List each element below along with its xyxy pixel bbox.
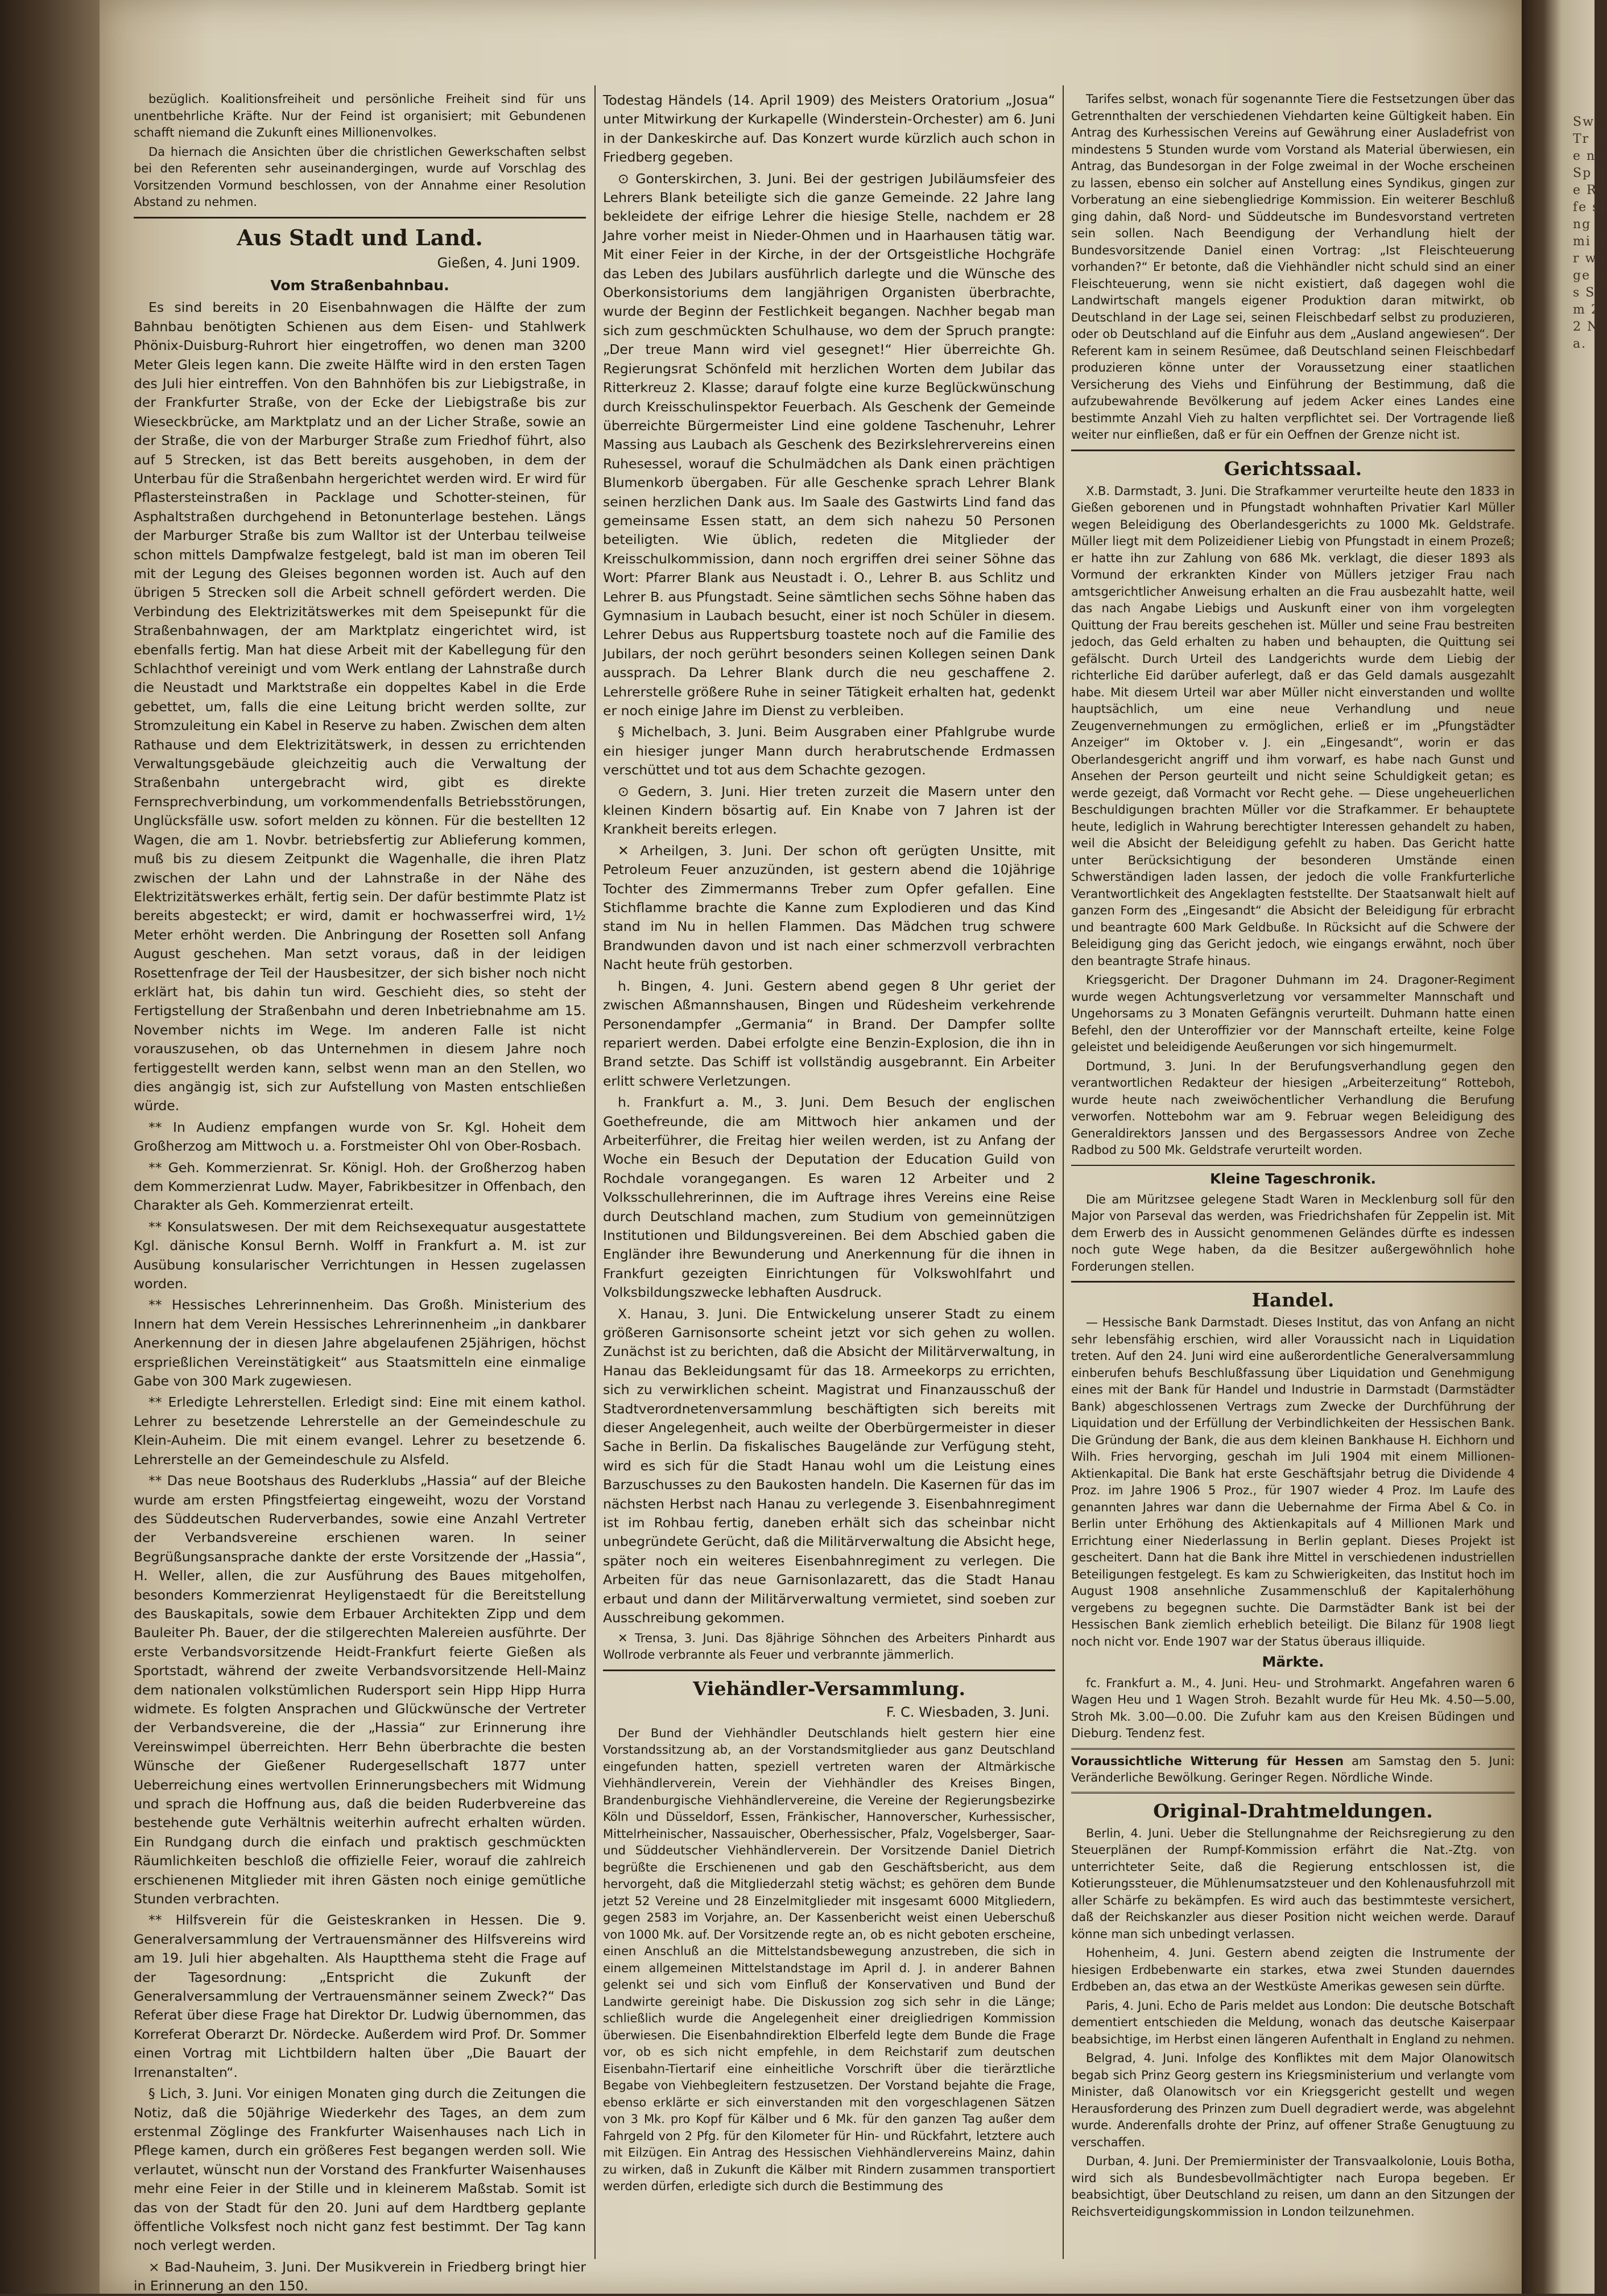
paragraph: ** Erledigte Lehrerstellen. Erledigt sind: Eine mit einem kathol. Lehrer zu besetzende Lehrerstelle an der Gemeindeschule zu Klein-Auheim. Die mit einem evangel. Lehrer zu besetzende 6. Lehrerstelle an der Gemeindeschule zu Alsfeld.	[134, 1394, 586, 1468]
next-page-edge	[1522, 0, 1606, 2294]
section-rule	[603, 1670, 1055, 1671]
left-page-edge	[0, 0, 100, 2294]
paragraph: ** Geh. Kommerzienrat. Sr. Königl. Hoh. der Großherzog haben dem Kommerzienrat Ludw. Mayer, Fabrikbesitzer in Offenbach, den Charakter als Geh. Kommerzienrat erteilt.	[134, 1159, 586, 1214]
paragraph: ** Das neue Bootshaus des Ruderklubs „Hassia“ auf der Bleiche wurde am ersten Pfingstfeiertag eingeweiht, wozu der Vorstand des Süddeutschen Ruderverbandes, sowie eine Anzahl Vertreter der Verbandsvereine erschienen waren. In seiner Begrüßungsansprache dankte der erste Vorsitzende der „Hassia“, H. Weller, allen, die zur Ausführung des Baues mitgeholfen, besonders Kommerzienrat Heyligenstaedt für die Bereitstellung des Bauskapitals, sowie dem Erbauer Architekten Zipp und dem Bauleiter Ph. Bauer, der die stilgerechten Malereien ausführte. Der erste Verbandsvorsitzende Heidt-Frankfurt feierte Gießen als Sportstadt, während der zweite Verbandsvorsitzende Hell-Mainz dem nationalen volkstümlichen Rudersport sein Hipp Hipp Hurra widmete. Es folgten Ansprachen und Glückwünsche der Vertreter der Verbandsvereine, die der „Hassia“ zur Erinnerung ihre Vereinswimpel überreichten. Herr Behn überbrachte die besten Wünsche der Gießener Rudergesellschaft 1877 unter Ueberreichung eines wertvollen Erinnerungsbechers mit Widmung und sprach die Hoffnung aus, daß die beiden Ruderbvereine das bestehende gute Verhältnis weiterhin aufrecht erhalten würden. Ein Rundgang durch die einfach und praktisch geschmückten Räumlichkeiten beschloß die offizielle Feier, worauf die zahlreich erschienenen Mitglieder mit ihren Gästen noch einige gemütliche Stunden verbrachten.	[134, 1473, 586, 1907]
paragraph: — Hessische Bank Darmstadt. Dieses Institut, das von Anfang an nicht sehr lebensfähig erschien, wird aller Voraussicht nach in Liquidation treten. Auf den 24. Juni wird eine außerordentliche Generalversammlung einberufen behufs Beschlußfassung über Liquidation und Genehmigung eines mit der Bank für Handel und Industrie in Darmstadt (Darmstädter Bank) abgeschlossenen Vertrags zum Zwecke der Durchführung der Liquidation und der Erfüllung der Verbindlichkeiten der Hessischen Bank. Die Gründung der Bank, die aus dem kleinen Bankhause H. Eichhorn und Wilh. Fries hervorging, geschah im Juli 1904 mit einem Millionen-Aktienkapital. Die Bank hat erste Geschäftsjahr betrug die Dividende 4 Proz. im Jahre 1906 5 Proz., für 1907 wieder 4 Proz. Im Laufe des genannten Jahres war dann die Uebernahme der Firma Abel & Co. in Berlin unter Erhöhung des Aktienkapitals auf 4 Millionen Mark und Errichtung einer Niederlassung in Berlin geplant. Dieses Projekt ist gescheitert. Dann hat die Bank ihre Mittel in verschiedenen industriellen Beteiligungen festgelegt. Es kam zu Schwierigkeiten, das Institut hoch im August 1908 ansehnliche Zusammenschluß der Kapitalerhöhung vergebens zu begegnen suchte. Die Darmstädter Bank ist bei der Hessischen Bank ziemlich erheblich beteiligt. Die Bilanz für 1908 liegt noch nicht vor. Ende 1907 war der Status überaus illiquide.	[1071, 1316, 1515, 1648]
paragraph: h. Bingen, 4. Juni. Gestern abend gegen 8 Uhr geriet der zwischen Aßmannshausen, Bingen und Rüdesheim verkehrende Personendampfer „Germania“ in Brand. Der Dampfer sollte repariert werden. Dabei erfolgte eine Benzin-Explosion, die ihn in Brand setzte. Das Schiff ist vollständig ausgebrannt. Ein Arbeiter erlitt schwere Verletzungen.	[603, 978, 1055, 1089]
column-rule	[1063, 85, 1064, 2259]
article-subhead: Vom Straßenbahnbau.	[270, 277, 449, 294]
paragraph: ✕ Arheilgen, 3. Juni. Der schon oft gerügten Unsitte, mit Petroleum Feuer anzuzünden, ist gestern abend die 10jährige Tochter des Zimmermanns Treber zum Opfer gefallen. Eine Stichflamme brachte die Kanne zum Explodieren und das Kind stand im Nu in hellen Flammen. Das Mädchen trug schwere Brandwunden davon und ist nach einer schmerzvoll verbrachten Nacht heute früh gestorben.	[603, 842, 1055, 973]
dateline: F. C. Wiesbaden, 3. Juni.	[886, 1704, 1050, 1720]
paragraph: Belgrad, 4. Juni. Infolge des Konfliktes mit dem Major Olanowitsch begab sich Prinz Georg gestern ins Kriegsministerium und verlangte vom Minister, daß Olanowitsch vor ein Kriegsgericht gestellt und wegen Herausforderung des Prinzen zum Duell degradiert werde, was abgelehnt wurde. Anderenfalls drohte der Prinz, auf offener Straße Genugtuung zu verschaffen.	[1071, 2051, 1515, 2149]
paragraph: Paris, 4. Juni. Echo de Paris meldet aus London: Die deutsche Botschaft dementiert entschieden die Meldung, wonach das deutsche Kaiserpaar beabsichtige, im Herbst einen längeren Aufenthalt in England zu nehmen.	[1071, 1998, 1515, 2046]
section-title-chronicle: Kleine Tageschronik.	[1210, 1170, 1376, 1187]
section-title-trade: Handel.	[1251, 1289, 1335, 1312]
section-title-telegrams: Original-Drahtmeldungen.	[1153, 1799, 1433, 1822]
column-rule	[594, 85, 596, 2259]
paragraph: ** In Audienz empfangen wurde von Sr. Kgl. Hoheit dem Großherzog am Mittwoch u. a. Forstmeister Ohl von Ober-Rosbach.	[134, 1119, 586, 1155]
paragraph: § Lich, 3. Juni. Vor einigen Monaten ging durch die Zeitungen die Notiz, daß die 50jährige Wiederkehr des Tages, an dem zum erstenmal Zöglinge des Frankfurter Waisenhauses nach Lich in Pflege kamen, durch ein größeres Fest begangen werden soll. Wie verlautet, wünscht nun der Vorstand des Frankfurter Waisenhauses mehr eine Feier in der Stille und in kleinerem Maßstab. Somit ist das von der Stadt für den 20. Juni auf dem Hardtberg geplante öffentliche Volksfest noch nicht ganz fest bestimmt. Der Tag kann noch verlegt werden.	[134, 2085, 586, 2254]
column-3	[1071, 91, 1515, 2265]
section-title-markets: Märkte.	[1262, 1654, 1324, 1671]
paragraph: h. Frankfurt a. M., 3. Juni. Dem Besuch der englischen Goethefreunde, die am Mittwoch hier ankamen und der Arbeiterführer, die Freitag hier weilen werden, ist zu Anfang der Woche ein Besuch der Deputation der Education Guild von Rochdale vorangegangen. Es waren 12 Arbeiter und 2 Volksschullehrerinnen, die im Auftrage ihres Vereins eine Reise durch Deutschland machen, zum Studium von gemeinnützigen Institutionen und Bildungsvereinen. Bei dem Abschied gaben die Engländer ihre Bewunderung und Anerkennung für die ihnen in Frankfurt gezeigten Einrichtungen für Volkswohlfahrt und Volksbildungszwecke lebhaften Ausdruck.	[603, 1094, 1055, 1301]
paragraph: ⊙ Gonterskirchen, 3. Juni. Bei der gestrigen Jubiläumsfeier des Lehrers Blank beteiligte sich die ganze Gemeinde. 22 Jahre lang bekleidete der eifrige Lehrer die hiesige Stelle, nachdem er 28 Jahre vorher meist in Nieder-Ohmen und in Haarhausen tätig war. Mit einer Feier in der Kirche, in der der Ortsgeistliche Hochgräfe das Leben des Jubilars ausführlich darlegte und die Wünsche des Oberkonsistoriums dem langjährigen Organisten überbrachte, wurde der Beginn der Festlichkeit begangen. Nachher begab man sich zum geschmückten Schulhause, wo dem der Spruch prangte: „Der treue Mann wird viel gesegnet!“ Hier überreichte Gh. Regierungsrat Schönfeld mit herzlichen Worten dem Jubilar das Ritterkreuz 2. Klasse; darauf folgte eine kurze Beglückwünschung durch Kreisschulinspektor Feuerbach. Als Geschenk der Gemeinde überreichte Bürgermeister Lind eine goldene Taschenuhr, Lehrer Massing aus Laubach als Geschenk des Bezirkslehrervereins einen Ruhesessel, worauf die Schulmädchen als Dank einen prächtigen Blumenkorb übergaben. Für alle Geschenke sprach Lehrer Blank seinen herzlichen Dank aus. Im Saale des Gastwirts Lind fand das gemeinsame Essen statt, an dem sich nahezu 50 Personen beteiligten. Wie üblich, redeten die Mitglieder der Kreisschulkommission, dann noch ergriffen drei seiner Söhne das Wort: Pfarrer Blank aus Neustadt i. O., Lehrer B. aus Schlitz und Lehrer B. aus Pfungstadt. Seine sämtlichen sechs Söhne haben das Gymnasium in Laubach besucht, einer ist noch Schüler in diesem. Lehrer Debus aus Ruppertsburg toastete noch auf die Familie des Jubilars, der noch gerührt besonders seinen Kollegen seinen Dank aussprach. Da Lehrer Blank durch die neu geschaffene 2. Lehrerstelle größere Ruhe in seiner Tätigkeit erhalten hat, gedenkt er noch einige Jahre im Dienst zu verbleiben.	[603, 170, 1055, 719]
paragraph: Durban, 4. Juni. Der Premierminister der Transvaalkolonie, Louis Botha, wird sich als Bundesbevollmächtigter nach Europa begeben. Er beabsichtigt, über Deutschland zu reisen, um dann an den Sitzungen der Reichsverteidigungskommission in London teilzunehmen.	[1071, 2154, 1515, 2219]
paragraph: X.B. Darmstadt, 3. Juni. Die Strafkammer verurteilte heute den 1833 in Gießen geborenen und in Pfungstadt wohnhaften Privatier Karl Müller wegen Beleidigung des Oberlandesgerichts zu 1000 Mk. Geldstrafe. Müller liegt mit dem Polizeidiener Liebig von Pfungstadt in einem Prozeß; er hatte ihn zur Zahlung von 686 Mk. verklagt, die dieser 1893 als Vormund der erkrankten Kinder von Müllers jetziger Frau nach amtsgerichtlicher Anweisung erhalten an die Frau ausbezahlt hatte, weil das nach Angabe Liebigs und Auskunft einer von ihm vorgelegten Quittung der Frau bereits geschehen ist. Müller und seine Frau bestreiten jedoch, das Geld erhalten zu haben und behaupten, die Quittung sei gefälscht. Durch Urteil des Landgerichts wurde dem Liebig der richterliche Eid darüber auferlegt, daß er das Geld damals ausgezahlt habe. Mit diesem Urteil war aber Müller nicht einverstanden und wollte hauptsächlich, um eine neue Verhandlung und neue Zeugenvernehmungen zu ermöglichen, erließ er im „Pfungstädter Anzeiger“ im Oktober v. J. ein „Eingesandt“, worin er das Oberlandesgericht angriff und ihm vorwarf, es habe nach Gunst und Ansehen der Person geurteilt und nicht seine Schuldigkeit getan; es werde gezeigt, daß Vormacht vor Recht gehe. — Diese ungeheuerlichen Beschuldigungen brachten Müller vor die Strafkammer. Er behauptete heute, lediglich in Wahrung berechtigter Interessen gehandelt zu haben, weil die Absicht der Beleidigung gefehlt zu haben. Das Gericht hatte unter Berücksichtigung der besonderen Umstände einen Schwerständigen laden lassen, der jedoch die volle Frankfurterliche Verantwortlichkeit des Angeklagten feststellte. Der Staatsanwalt hielt auf ganzen Form des „Eingesandt“ die Absicht der Beleidigung für erbracht und beantragte 600 Mark Geldbuße. In Rücksicht auf die Schwere der Beleidigung ging das Gericht jedoch, wie eingangs erwähnt, noch über den beantragte Strafe hinaus.	[1071, 484, 1515, 968]
section-rule	[1071, 1165, 1515, 1166]
dateline: Gießen, 4. Juni 1909.	[437, 254, 580, 271]
paragraph: Es sind bereits in 20 Eisenbahnwagen die Hälfte der zum Bahnbau benötigten Schienen aus dem Eisen- und Stahlwerk Phönix-Duisburg-Ruhrort hier eingetroffen, wo denen man 3200 Meter Gleis legen kann. Die zweite Hälfte wird in den ersten Tagen des Juli hier eintreffen. Von den Bahnhöfen bis zur Liebigstraße, in der Frankfurter Straße, von der Ecke der Liebigstraße bis zur Wieseckbrücke, am Marktplatz und an der Licher Straße, sowie an der Straße, die von der Marburger Straße zum Friedhof führt, also auf 5 Strecken, ist das Bett bereits ausgehoben, in dem der Unterbau für die Straßenbahn hergerichtet werden wird. Er wird für Pflastersteinstraßen in Packlage und Schotter-steinen, für Asphaltstraßen durchgehend in Betonunterlage bestehen. Längs der Marburger Straße bis zum Walltor ist der Unterbau teilweise schon mittels Dampfwalze festgelegt, bald ist man im oberen Teil mit der Legung des Gleises begonnen worden ist. Auch auf den übrigen 5 Strecken soll die Arbeit schnell gefördert werden. Die Verbindung des Elektrizitätswerkes mit dem Speisepunkt für die Straßenbahnwagen, der am Marktplatz eingerichtet wird, ist ebenfalls fertig. Man hat diese Arbeit mit der Kabellegung für den Schlachthof vereinigt und vom Werk entlang der Lahnstraße durch die Neustadt und Marktstraße ein doppeltes Kabel in die Erde gebettet, um, falls die eine Leitung bricht werden sollte, zur Stromzuleitung ein Kabel in Reserve zu haben. Zwischen dem alten Rathause und dem Elektrizitätswerk, in dessen zu errichtenden Verwaltungsgebäude gleichzeitig auch die Verwaltung der Straßenbahn untergebracht wird, gibt es direkte Fernsprechverbindung, um vorkommendenfalls Betriebsstörungen, Unglücksfälle usw. sofort melden zu können. Für die bestellten 12 Wagen, die am 1. Novbr. betriebsfertig zur Ablieferung kommen, muß bis zu diesem Zeitpunkt die Wagenhalle, die ihren Platz zwischen der Lahn und der Lahnstraße in der Nähe des Elektrizitätswerkes erhält, fertig sein. Der dafür bestimmte Platz ist bereits abgesteckt; er wird, damit er hochwasserfrei wird, 1½ Meter erhöht werden. Die Anbringung der Rosetten soll Anfang August geschehen. Man setzt voraus, daß in der leidigen Rosettenfrage der Teil der Hausbesitzer, der sich bisher noch nicht erklärt hat, bis dahin tun wird. Geschieht dies, so steht der Fertigstellung der Straßenbahn und deren Inbetriebnahme am 15. November nichts im Wege. Im anderen Falle ist nicht vorauszusehen, ob das Unternehmen in diesem Jahre noch fertiggestellt werden kann, selbst wenn man an den Stellen, wo dies angängig ist, sich zur Aufstellung von Masten entschließen würde.	[134, 299, 586, 1114]
paragraph: fc. Frankfurt a. M., 4. Juni. Heu- und Strohmarkt. Angefahren waren 6 Wagen Heu und 1 Wagen Stroh. Bezahlt wurde für Heu Mk. 4.50—5.00, Stroh Mk. 3.00—0.00. Die Zufuhr kam aus den Kreisen Büdingen und Dieburg. Tendenz fest.	[1071, 1676, 1515, 1741]
paragraph: ** Hilfsverein für die Geisteskranken in Hessen. Die 9. Generalversammlung der Vertrauensmänner des Hilfsvereins wird am 19. Juli hier abgehalten. Als Hauptthema steht die Frage auf der Tagesordnung: „Entspricht die Zukunft der Generalversammlung der Vertrauensmänner seinem Zweck?“ Das Referat über diese Frage hat Direktor Dr. Ludwig übernommen, das Korreferat Oberarzt Dr. Nördecke. Außerdem wird Prof. Dr. Sommer einen Vortrag mit Lichtbildern halten über „Die Bauart der Irrenanstalten“.	[134, 1912, 586, 2080]
section-title-court: Gerichtssaal.	[1224, 457, 1362, 480]
weather-label: Voraussichtliche Witterung für Hessen	[1071, 1754, 1344, 1768]
paragraph: Hohenheim, 4. Juni. Gestern abend zeigten die Instrumente der hiesigen Erdbebenwarte ein starkes, etwa zwei Stunden dauerndes Erdbeben an, das etwa an der Westküste Amerikas gewesen sein dürfte.	[1071, 1946, 1515, 1994]
paragraph: ⊙ Gedern, 3. Juni. Hier treten zurzeit die Masern unter den kleinen Kindern bösartig auf. Ein Knabe von 7 Jahren ist der Krankheit bereits erlegen.	[603, 783, 1055, 838]
section-rule	[1071, 450, 1515, 451]
paragraph: Dortmund, 3. Juni. In der Berufungsverhandlung gegen den verantwortlichen Redakteur der hiesigen „Arbeiterzeitung“ Rotteboh, wurde heute nach zweiwöchentlicher Verhandlung die Berufung verworfen. Nottebohm war am 9. Februar wegen Beleidigung des Generaldirektors Janssen und des Bergassessors Andree von Zeche Radbod zu 500 Mk. Geldstrafe verurteilt worden.	[1071, 1059, 1515, 1157]
paragraph: Die am Müritzsee gelegene Stadt Waren in Mecklenburg soll für den Major von Parseval das werden, was Friedrichshafen für Zeppelin ist. Mit dem Erwerb des in Aussicht genommenen Geländes dürfte es indessen noch gute Wege haben, da die Besitzer außergewöhnlich hohe Forderungen stellen.	[1071, 1192, 1515, 1273]
paragraph: § Michelbach, 3. Juni. Beim Ausgraben einer Pfahlgrube wurde ein hiesiger junger Mann durch herabrutschende Erdmassen verschüttet und tot aus dem Schachte gezogen.	[603, 724, 1055, 778]
section-rule	[1071, 1748, 1515, 1750]
section-rule	[134, 217, 586, 219]
section-rule	[1071, 1792, 1515, 1794]
next-page-text-fragment: Sw Tr de ns Sp ke Re fe st ng mi er wä ge us Sm 22 Na.	[1573, 115, 1606, 351]
paragraph: Da hiernach die Ansichten über die christlichen Gewerkschaften selbst bei den Referenten sehr auseinandergingen, wurde auf Vorschlag des Vorsitzenden Vormund beschlossen, von der Annahme einer Resolution Abstand zu nehmen.	[134, 145, 586, 209]
column-1	[134, 91, 586, 2294]
paragraph: Tarifes selbst, wonach für sogenannte Tiere die Festsetzungen über das Getrennthalten der verschiedenen Viehdarten keine Gültigkeit haben. Ein Antrag des Kurhessischen Vereins auf Gewährung einer Ausladefrist von mindestens 5 Stunden wurde vom Vorstand als Material überwiesen, ein Antrag, das Bundesorgan in der Folge zweimal in der Woche erscheinen zu lassen, ebenso ein solcher auf Anstellung eines Syndikus, gingen zur Vorberatung an eine siebengliedrige Kommission. Ein weiterer Beschluß ging dahin, daß Nord- und Süddeutsche im Bundesvorstand vertreten sein sollen. Nach Beendigung der Verhandlung hielt der Bundesvorsitzende Daniel einen Vortrag: „Ist Fleischteuerung vorhanden?“ Er betonte, daß die Viehhändler nicht schuld sind an einer Fleischteuerung, wenn sie nicht existiert, daß dagegen wohl die Landwirtschaft mangels eigener Produktion daran mitwirkt, ob Deutschland in der Lage sei, seinen Fleischbedarf selbst zu produzieren, oder ob Deutschland auf die Einfuhr aus dem „Ausland angewiesen“. Der Referent kam in seinem Resümee, daß Deutschland seinen Fleischbedarf produzieren könne unter der Voraussetzung einer staatlichen Versicherung des Viehs und Einführung der Bestimmung, daß die aufzubewahrende Bevölkerung auf jedem Acker eines Landes eine bestimmte Anzahl Vieh zu halten verpflichtet sei. Der Vortragende ließ weiter nur einfließen, daß er für ein Oeffnen der Grenze nicht ist.	[1071, 92, 1515, 442]
section-title-local-news: Aus Stadt und Land.	[237, 224, 483, 250]
section-title-cattle-dealers: Viehändler-Versammlung.	[692, 1677, 966, 1700]
paragraph: bezüglich. Koalitionsfreiheit und persönliche Freiheit sind für uns unentbehrliche Kräfte. Nur der Feind ist organisiert; mit Gebundenen schafft niemand die Zukunft eines Millionenvolkes.	[134, 92, 586, 139]
paragraph: Todestag Händels (14. April 1909) des Meisters Oratorium „Josua“ unter Mitwirkung der Kurkapelle (Winderstein-Orchester) am 6. Juni in der Dankeskirche auf. Das Konzert wurde kürzlich auch schon in Friedberg gegeben.	[603, 92, 1055, 166]
paragraph: X. Hanau, 3. Juni. Die Entwickelung unserer Stadt zu einem größeren Garnisonsorte scheint jetzt vor sich gehen zu wollen. Zunächst ist zu berichten, daß die Absicht der Militärverwaltung, in Hanau das Bekleidungsamt für das 18. Armeekorps zu errichten, sich zu verwirklichen scheint. Magistrat und Finanzausschuß der Stadtverordnetenversammlung beschäftigten sich bereits mit dieser Angelegenheit, auch weilte der Oberbürgermeister in dieser Sache in Berlin. Da fiskalisches Baugelände zur Verfügung steht, wird es sich für die Stadt Hanau wohl um die Leistung eines Barzuschusses zu den Baukosten handeln. Die Kasernen für das im nächsten Herbst nach Hanau zu verlegende 3. Eisenbahnregiment ist im Rohbau fertig, daneben erhält sich das scheinbar nicht unbegründete Gerücht, daß die Militärverwaltung die Absicht hege, später noch ein weiteres Eisenbahnregiment zu verlegen. Die Arbeiten für das neue Garnisonlazarett, das die Stadt Hanau erbaut und dann der Militärverwaltung vermietet, sind soeben zur Ausschreibung gekommen.	[603, 1305, 1055, 1626]
paragraph: ** Konsulatswesen. Der mit dem Reichsexequatur ausgestattete Kgl. dänische Konsul Bernh. Wolff in Frankfurt a. M. ist zur Ausübung konsularischer Verrichtungen in Hessen zugelassen worden.	[134, 1218, 586, 1292]
weather-forecast	[1071, 1753, 1515, 1786]
paragraph: ** Hessisches Lehrerinnenheim. Das Großh. Ministerium des Innern hat dem Verein Hessisches Lehrerinnenheim „in dankbarer Anerkennung der in diesen Jahre abgelaufenen 25jährigen, höchst ersprießlichen Vereinstätigkeit“ aus Staatsmitteln eine einmalige Gabe von 300 Mark zugewiesen.	[134, 1297, 586, 1390]
paragraph: ✕ Trensa, 3. Juni. Das 8jährige Söhnchen des Arbeiters Pinhardt aus Wollrode verbrannte als Feuer und verbrannte jämmerlich.	[603, 1631, 1055, 1662]
column-2	[603, 91, 1055, 2265]
paragraph: Berlin, 4. Juni. Ueber die Stellungnahme der Reichsregierung zu den Steuerplänen der Rumpf-Kommission erfährt die Nat.-Ztg. von unterrichteter Seite, daß die Regierung entschlossen ist, die Kotierungssteuer, die Mühlenumsatzsteuer und den Kohlenausfuhrzoll mit aller Schärfe zu bekämpfen. Es wird auch das bestimmteste versichert, daß der Reichskanzler aus dieser Position nicht weichen werde. Darauf könne man sich unbedingt verlassen.	[1071, 1826, 1515, 1941]
paragraph: Der Bund der Viehhändler Deutschlands hielt gestern hier eine Vorstandssitzung ab, an der Vorstandsmitglieder aus ganz Deutschland eingefunden hatten, speziell vertreten waren der Altmärkische Viehhändlerverein, Verein der Viehhändler des Kreises Bingen, Brandenburgische Viehhändlervereine, die Vereine der Regierungsbezirke Köln und Düsseldorf, Essen, Fränkischer, Hannoverscher, Kurhessischer, Mittelrheinischer, Nassauischer, Oberhessischer, Pfalz, Vogelsberger, Saar- und Süddeutscher Viehhändlerverein. Der Vorsitzende Daniel Dietrich begrüßte die Erschienenen und gab den Geschäftsbericht, aus dem hervorgeht, daß die Mitgliederzahl stetig wächst; es gehören dem Bunde jetzt 52 Vereine und 28 Einzelmitglieder mit insgesamt 6000 Mitgliedern, gegen 2583 im Vorjahre, an. Der Kassenbericht weist einen Ueberschuß von 1000 Mk. auf. Der Vorsitzende regte an, ob es nicht geboten erscheine, einen Anschluß an die Mittelstandsbewegung anzustreben, die sich in einem allgemeinen Mittelstandstage im April d. J. in anderer Bahnen gelenkt sei und sich vom Einfluß der Konservativen und Bund der Landwirte gereinigt habe. Die Diskussion zog sich sehr in die Länge; schließlich wurde die Angelegenheit einer dreigliedrigen Kommission überwiesen. Die Eisenbahndirektion Elberfeld legte dem Bunde die Frage vor, ob es sich nicht empfehle, in dem Reichstarif zum deutschen Eisenbahn-Tiertarif eine einheitliche Vorschrift über die tierärztliche Begabe von Viehbegleitern festzusetzen. Der Vorstand bejahte die Frage, ebenso erklärte er sich einverstanden mit den vorgeschlagenen Sätzen von 3 Mk. pro Kopf für Kälber und 6 Mk. für den ganzen Tag außer dem Fahrgeld von 2 Pfg. für den Kilometer für Hin- und Rückfahrt, letztere auch mit Eilzügen. Ein Antrag des Hessischen Viehhändlervereins Mainz, dahin zu wirken, daß in Zukunft die Kälber mit Rindern zusammen transportiert werden dürfen, erledigte sich durch die Bestimmung des	[603, 1726, 1055, 2194]
weather-text: am Samstag den 5. Juni: Veränderliche Bewölkung. Geringer Regen. Nördliche Winde.	[1071, 1754, 1515, 1784]
paragraph: Kriegsgericht. Der Dragoner Duhmann im 24. Dragoner-Regiment wurde wegen Achtungsverletzung vor versammelter Mannschaft und Ungehorsams zu 3 Monaten Gefängnis verurteilt. Duhmann hatte einen Befehl, den der Unteroffizier vor der Mannschaft erteilte, keine Folge geleistet und beleidigende Aeußerungen vor sich hingemurmelt.	[1071, 973, 1515, 1054]
section-rule	[1071, 1281, 1515, 1283]
paragraph: × Bad-Nauheim, 3. Juni. Der Musikverein in Friedberg bringt hier in Erinnerung an den 150.	[134, 2258, 586, 2294]
